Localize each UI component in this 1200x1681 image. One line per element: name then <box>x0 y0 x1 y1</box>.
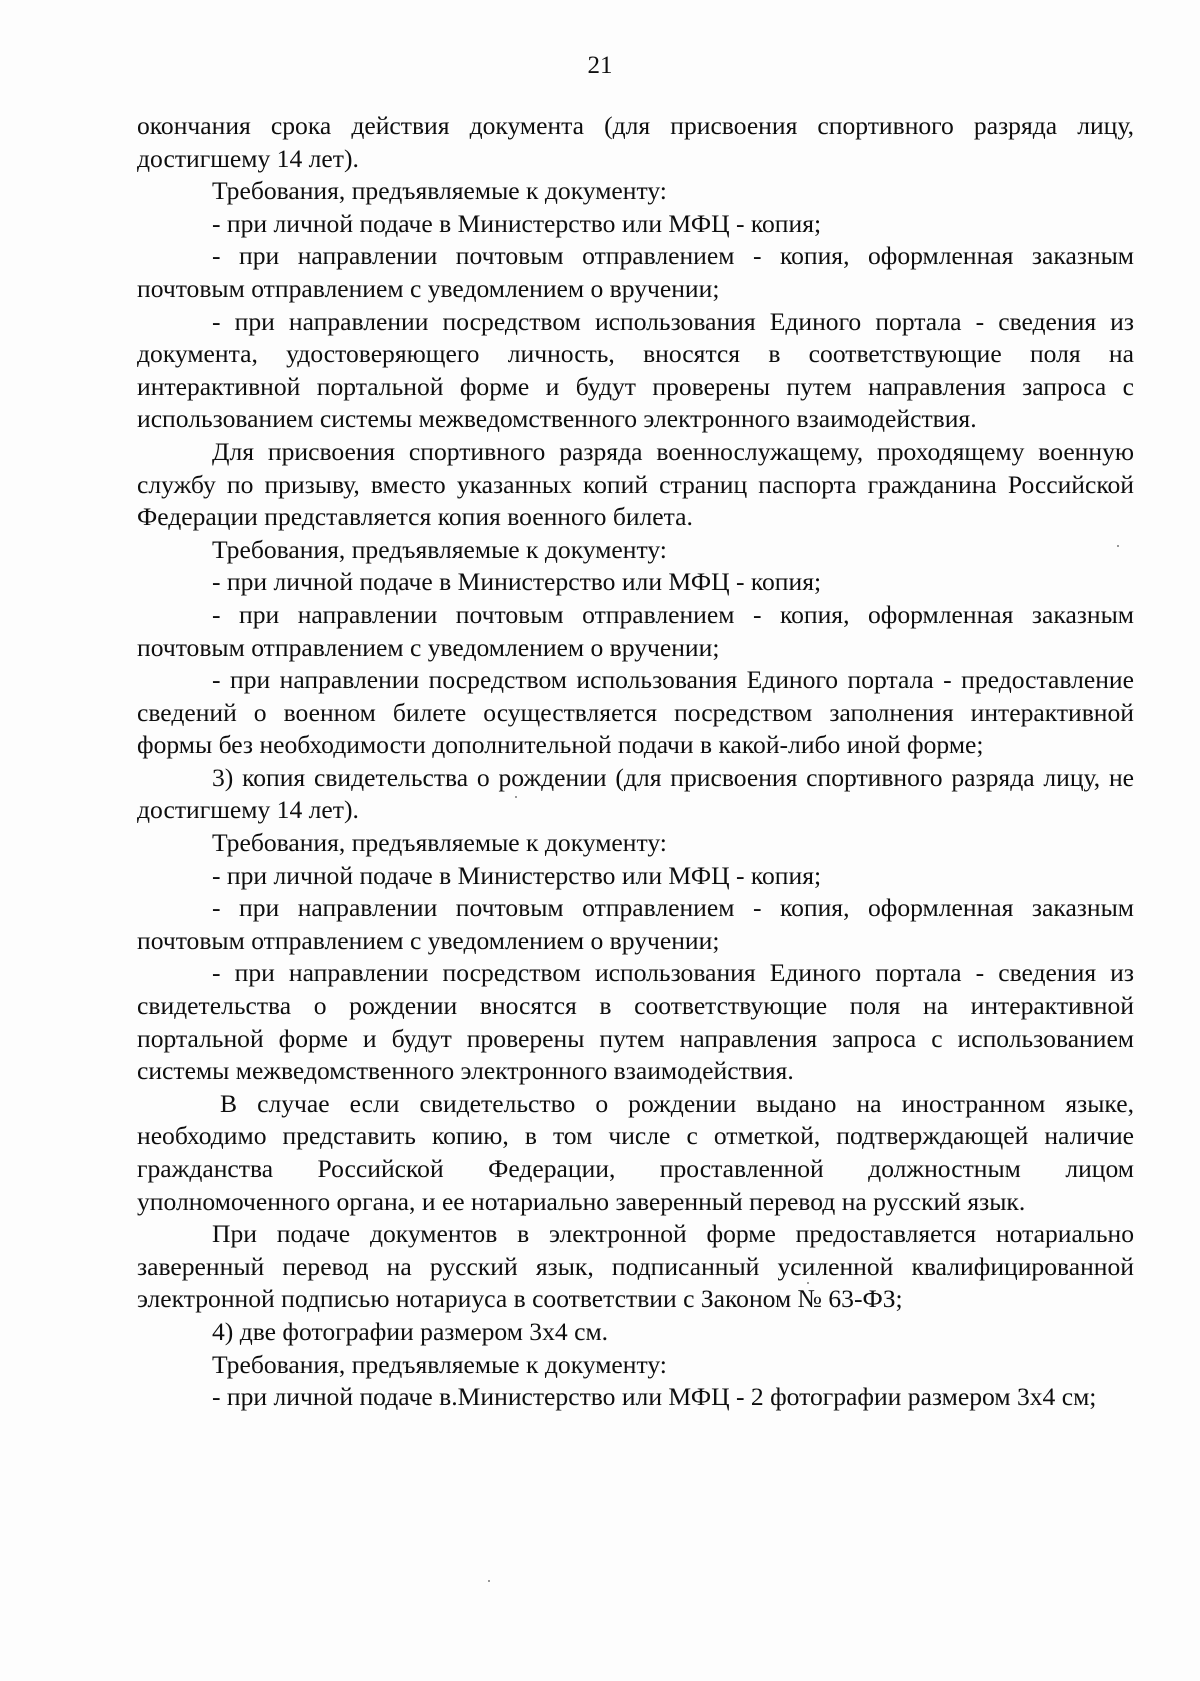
paragraph: - при направлении почтовым отправлением - копия, оформленная заказным почтовым отправлением с уведомлением о вручении; <box>137 241 1134 303</box>
paragraph: Требования, предъявляемые к документу: <box>212 1349 667 1379</box>
scan-speck <box>1117 545 1119 547</box>
paragraph: Для присвоения спортивного разряда военнослужащему, проходящему военную службу по призыву, вместо указанных копий страниц паспорта гражданина Российской Федерации представляется копия военного билета. <box>137 436 1134 532</box>
paragraph: 3) копия свидетельства о рождении (для присвоения спортивного разряда лицу, не достигшему 14 лет). <box>137 762 1134 825</box>
paragraph: - при личной подаче в Министерство или МФЦ - копия; <box>212 860 822 890</box>
paragraph: 4) две фотографии размером 3х4 см. <box>212 1316 609 1346</box>
paragraph: - при направлении посредством использования Единого портала - сведения из документа, удостоверяющего личность, вносятся в соответствующие поля на интерактивной портальной форме и будут проверены путем направления запроса с использованием системы межведомственного электронного взаимодействия. <box>137 306 1134 434</box>
paragraph: - при личной подаче в Министерство или МФЦ - копия; <box>212 208 822 238</box>
document-body <box>137 110 1134 1414</box>
paragraph: Требования, предъявляемые к документу: <box>212 828 667 858</box>
page-number: 21 <box>587 52 613 79</box>
scan-speck <box>488 1580 490 1582</box>
paragraph: - при направлении почтовым отправлением - копия, оформленная заказным почтовым отправлением с уведомлением о вручении; <box>137 599 1134 662</box>
paragraph: окончания срока действия документа (для присвоения спортивного разряда лицу, достигшему 14 лет). <box>137 111 1134 173</box>
paragraph: Требования, предъявляемые к документу: <box>212 534 667 564</box>
paragraph: - при направлении посредством использования Единого портала - сведения из свидетельства о рождении вносятся в соответствующие поля на интерактивной портальной форме и будут проверены путем направления запроса с использованием системы межведомственного электронного взаимодействия. <box>137 958 1134 1086</box>
paragraph: - при направлении почтовым отправлением - копия, оформленная заказным почтовым отправлением с уведомлением о вручении; <box>137 893 1134 955</box>
paragraph: - при личной подаче в Министерство или МФЦ - копия; <box>212 567 822 597</box>
paragraph: - при личной подаче в.Министерство или МФЦ - 2 фотографии размером 3х4 см; <box>212 1382 1097 1412</box>
paragraph: При подаче документов в электронной форме предоставляется нотариально заверенный перевод на русский язык, подписанный усиленной квалифицированной электронной подписью нотариуса в соответствии с Законом № 63-ФЗ; <box>137 1219 1134 1314</box>
paragraph: - при направлении посредством использования Единого портала - предоставление сведений о военном билете осуществляется посредством заполнения интерактивной формы без необходимости дополнительной подачи в какой-либо иной форме; <box>137 665 1134 760</box>
paragraph: В случае если свидетельство о рождении выдано на иностранном языке, необходимо представить копию, в том числе с отметкой, подтверждающей наличие гражданства Российской Федерации, проставленной должностным лицом уполномоченного органа, и ее нотариально заверенный перевод на русский язык. <box>137 1088 1134 1216</box>
paragraph: Требования, предъявляемые к документу: <box>212 176 667 206</box>
scan-speck <box>807 1282 809 1284</box>
scan-speck <box>515 796 517 798</box>
